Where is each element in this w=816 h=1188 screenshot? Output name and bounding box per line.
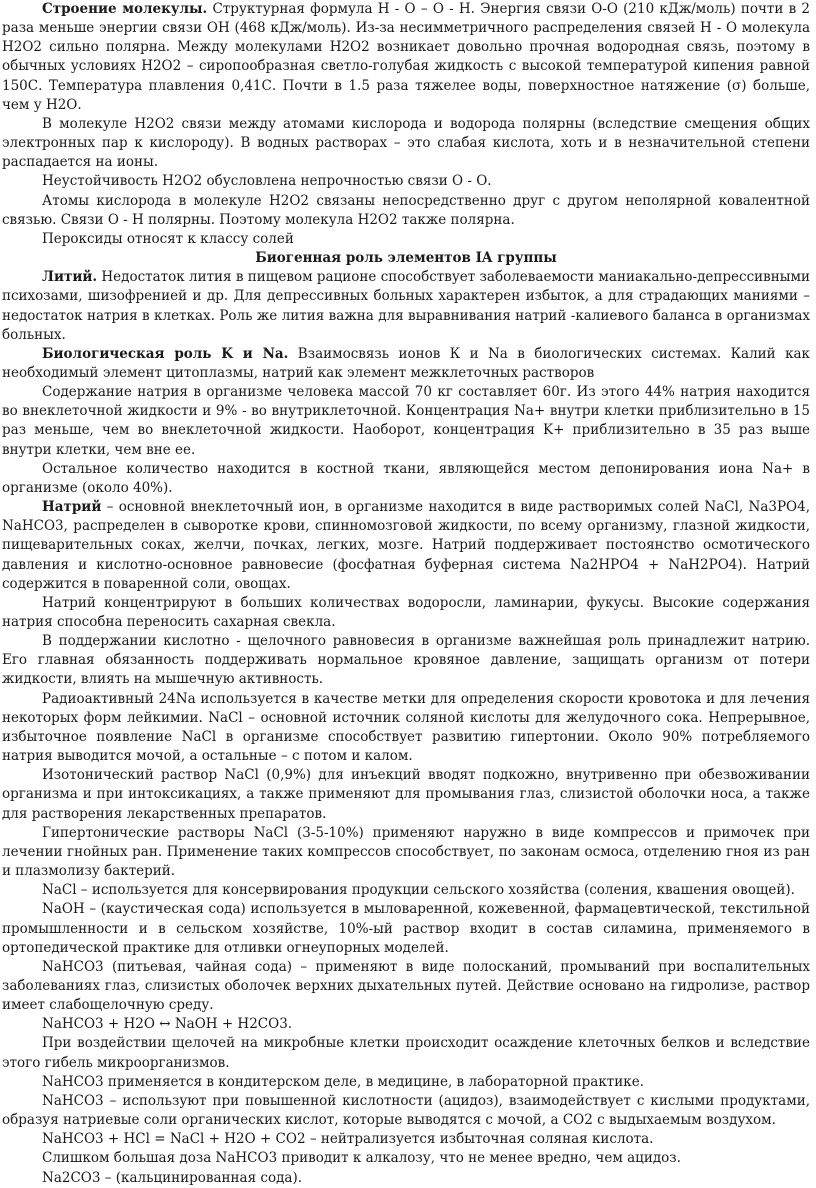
- paragraph: [2, 881, 810, 900]
- paragraph: [2, 1092, 810, 1130]
- paragraph-text: NaHCO3 – используют при повышенной кислотности (ацидоз), взаимодействует с кислыми продуктами, образуя натриевые соли органических кислот, которые выводятся с мочой, а CO2 с выдыхаемым воздухом.: [2, 1092, 810, 1129]
- paragraph-text: Взаимосвязь ионов К и Na в биологических системах. Калий как необходимый элемент цитоплазмы, натрий как элемент межклеточных растворов: [2, 345, 810, 381]
- equation-line: [2, 1015, 810, 1034]
- section-heading: Биогенная роль элементов IA группы: [255, 250, 557, 267]
- paragraph: [2, 1169, 810, 1188]
- paragraph: [2, 115, 810, 172]
- paragraph-text: Na2CO3 – (кальцинированная сода).: [42, 1169, 303, 1186]
- paragraph: [2, 766, 810, 823]
- paragraph-text: Слишком большая доза NaHCO3 приводит к алкалозу, что не менее вредно, чем ацидоз.: [42, 1150, 681, 1167]
- paragraph: [2, 958, 810, 1015]
- paragraph-text: NaHCO3 применяется в кондитерском деле, в медицине, в лабораторной практике.: [42, 1073, 644, 1090]
- paragraph: [2, 383, 810, 460]
- paragraph-k-na: [2, 345, 810, 383]
- paragraph: [2, 460, 810, 498]
- paragraph: [2, 1034, 810, 1072]
- paragraph-lead: Биологическая роль K и Na.: [42, 345, 289, 362]
- paragraph-text: Натрий концентрируют в больших количествах водоросли, ламинарии, фукусы. Высокие содержания натрия способна переносить сахарная свекла.: [2, 594, 810, 630]
- paragraph: [2, 824, 810, 881]
- paragraph-text: – основной внеклеточный ион, в организме находится в виде растворимых солей NaCl, Na3PO4, NaHCO3, распределен в сыворотке крови, спинномозговой жидкости, по всему организму, глазной жидкости, пищеварительных соках, желчи, почках, легких, мозге. Натрий поддерживает постоянство осмотического давления и кислотно-основное равновесие (фосфатная буферная система Na2HPO4 + NaH2PO4). Натрий содержится в поваренной соли, овощах.: [2, 499, 810, 592]
- paragraph-text: Недостаток лития в пищевом рационе способствует заболеваемости маниакально-депрессивными психозами, шизофренией и др. Для депрессивных больных характерен избыток, а для страдающих маниями – недостаток натрия в клетках. Роль же лития важна для выравнивания натрий -калиевого баланса в организмах больных.: [2, 269, 810, 343]
- paragraph-lead: Натрий: [42, 499, 102, 516]
- paragraph-text: NaHCO3 + HCl = NaCl + H2O + CO2 – нейтрализуется избыточная соляная кислота.: [42, 1131, 654, 1148]
- paragraph-text: В поддержании кислотно - щелочного равновесия в организме важнейшая роль принадлежит натрию. Его главная обязанность поддерживать нормальное кровяное давление, защищать организм от потери жидкости, влиять на мышечную активность.: [2, 633, 810, 688]
- paragraph-text: NaHCO3 + H2O ↔ NaOH + H2CO3.: [42, 1016, 293, 1033]
- paragraph: [2, 690, 810, 767]
- paragraph: [2, 632, 810, 689]
- paragraph-text: Содержание натрия в организме человека массой 70 кг составляет 60г. Из этого 44% натрия находится во внеклеточной жидкости и 9% - во внутриклеточной. Концентрация Na+ внутри клетки приблизительно в 15 раз меньше, чем во внеклеточной жидкости. Наоборот, концентрация K+ приблизительно в 35 раз выше внутри клетки, чем вне ее.: [2, 384, 810, 458]
- paragraph-text: Структурная формула Н - О – О - Н. Энергия связи О-О (210 кДж/моль) почти в 2 раза меньше энергии связи ОН (468 кДж/моль). Из-за несимметричного распределения связей Н - О молекула Н2О2 сильно полярна. Между молекулами Н2О2 возникает довольно прочная водородная связь, поэтому в обычных условиях Н2О2 – сиропообразная светло-голубая жидкость с высокой температурой кипения равной 150С. Температура плавления 0,41С. Почти в 1.5 раза тяжелее воды, поверхностное натяжение (σ) больше, чем у Н2О.: [2, 1, 810, 113]
- equation-line: [2, 1130, 810, 1149]
- paragraph-text: Атомы кислорода в молекуле Н2О2 связаны непосредственно друг с другом неполярной ковалентной связью. Связи О - Н полярны. Поэтому молекула Н2О2 также полярна.: [2, 192, 810, 228]
- paragraph-text: Изотонический раствор NaCl (0,9%) для инъекций вводят подкожно, внутривенно при обезвоживании организма и при интоксикациях, а также применяют для промывания глаз, слизистой оболочки носа, а также для растворения лекарственных препаратов.: [2, 767, 810, 822]
- paragraph-text: NaCl – используется для консервирования продукции сельского хозяйства (соления, квашения овощей).: [42, 882, 795, 899]
- paragraph-text: Неустойчивость Н2О2 обусловлена непрочностью связи О - О.: [42, 173, 492, 190]
- paragraph-text: NaHCO3 (питьевая, чайная сода) – применяют в виде полосканий, промываний при воспалительных заболеваниях глаз, слизистых оболочек верхних дыхательных путей. Действие основано на гидролизе, раствор имеет слабощелочную среду.: [2, 958, 810, 1014]
- paragraph: [2, 172, 810, 191]
- paragraph-text: Остальное количество находится в костной ткани, являющейся местом депонирования иона Na+ в организме (около 40%).: [2, 460, 810, 496]
- paragraph-text: Радиоактивный 24Na используется в качестве метки для определения скорости кровотока и для лечения некоторых форм лейкимии. NaCl – основной источник соляной кислоты для желудочного сока. Непрерывное, избыточное появление NaCl в организме способствует развитию гипертонии. Около 90% потребляемого натрия выводится мочой, а остальные – с потом и калом.: [2, 690, 810, 765]
- paragraph: [2, 1073, 810, 1092]
- paragraph: [2, 192, 810, 230]
- paragraph-text: При воздействии щелочей на микробные клетки происходит осаждение клеточных белков и вследствие этого гибель микроорганизмов.: [2, 1035, 810, 1071]
- paragraph: [2, 230, 810, 249]
- paragraph-text: NaOH – (каустическая сода) используется в мыловаренной, кожевенной, фармацевтической, текстильной промышленности и в сельском хозяйстве, 10%-ый раствор входит в состав силамина, применяемого в ортопедической практике для отливки огнеупорных моделей.: [2, 901, 810, 956]
- paragraph-text: Пероксиды относят к классу солей: [42, 230, 294, 247]
- paragraph-text: Гипертонические растворы NaCl (3-5-10%) применяют наружно в виде компрессов и примочек при лечении гнойных ран. Применение таких компрессов способствует, по законам осмоса, отделению гноя из ран и плазмолизу бактерий.: [2, 824, 810, 880]
- paragraph-lithium: [2, 268, 810, 345]
- paragraph-lead: Строение молекулы.: [42, 1, 208, 17]
- paragraph-text: В молекуле Н2О2 связи между атомами кислорода и водорода полярны (вследствие смещения общих электронных пар к кислороду). В водных растворах – это слабая кислота, хоть и в незначительной степени распадается на ионы.: [2, 115, 810, 171]
- paragraph: [2, 594, 810, 632]
- paragraph-lead: Литий.: [42, 269, 98, 286]
- paragraph: [2, 900, 810, 957]
- paragraph-sodium: [2, 498, 810, 594]
- paragraph-structure: [2, 0, 810, 115]
